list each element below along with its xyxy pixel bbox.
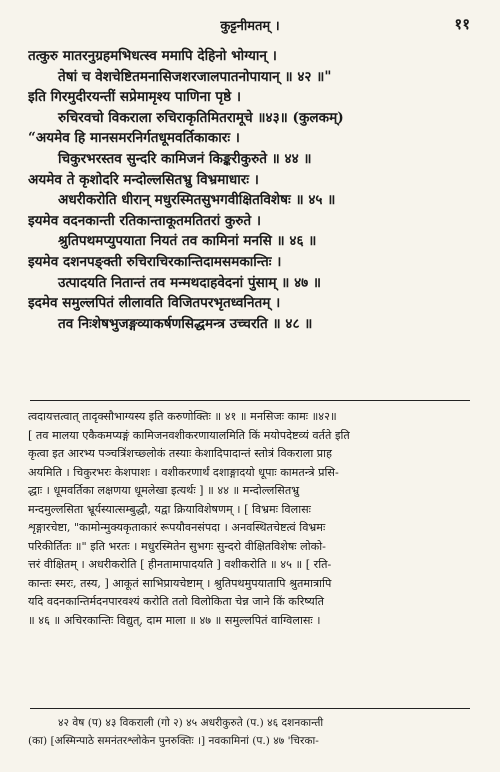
verse-line: इयमेव दशनपङ्क्ती रुचिराचिरकान्तिदामसमकान्तिः ।: [28, 253, 282, 270]
verse-line: इदमेव समुल्लपितं लीलावति विजितपरभृतध्वनितम् ।: [28, 295, 281, 312]
verse-line: उत्पादयति नितान्तं तव मन्मथदाहवेदनां पुंसाम् ॥ ४७ ॥: [58, 274, 322, 291]
notes-divider: [30, 708, 470, 709]
commentary-line: [ तव मालया एकैकमप्यङ्गं कामिजनवशीकरणायालमिति किं मयोपदेष्टव्यं वर्तते इति: [28, 428, 350, 442]
verse-line: तेषां च वेशचेष्टितमनासिजशरजालपातनोपायान् ॥ ४२ ॥": [58, 68, 332, 85]
commentary-line: त्तरं वीक्षितम् । अधरीकरोति [ हीनतामापादयति ] वशीकरोति ॥ ४५ ॥ [ रति-: [28, 558, 332, 571]
commentary-line: परिकीर्तितः ॥" इति भरतः । मधुरस्मितेन सुभगः सुन्दरो वीक्षितविशेषः लोको-: [28, 539, 326, 553]
variant-notes-block: [28, 714, 478, 750]
commentary-line: अयमिति । चिकुरभरः केशपाशः । वशीकरणार्थं दशाङ्गादयो धूपाः कामतन्त्रे प्रसि-: [28, 465, 339, 479]
variant-note-line: ४२ वेष (प) ४३ विकराली (गो २) ४५ अधरीकुरुते (प.) ४६ दशनकान्ती: [58, 717, 324, 729]
verse-line: इयमेव वदनकान्ती रतिकान्ताकूतमतितरां कुरुते ।: [28, 212, 262, 229]
verse-line: “अयमेव हि मानसमरनिर्गतधूमवर्तिकाकारः ।: [28, 130, 240, 147]
verse-line: तव निःशेषभुजङ्गव्याकर्षणसिद्धमन्त्र उच्चरति ॥ ४८ ॥: [58, 315, 313, 332]
page-number: ११: [454, 15, 470, 33]
commentary-line: यदि वदनकान्तिर्मदनपारवश्यं करोति ततो विलोकिता चेन्न जाने किं करिष्यति: [28, 595, 325, 608]
commentary-line: द्धाः । धूमवर्तिका लक्षणया धूमलेखा इत्यर्थः ] ॥ ४४ ॥ मन्दोल्लसितभ्रु: [28, 484, 300, 497]
verse-line: तत्कुरु मातरनुग्रहमभिधत्स्व ममापि देहिनो भोग्यान् ।: [28, 48, 277, 64]
verse-block: [28, 46, 478, 334]
commentary-divider: [30, 400, 470, 401]
verse-line: अधरीकरोति धीरान् मधुरस्मितसुभगवीक्षितविशेषः ॥ ४५ ॥: [58, 192, 336, 209]
commentary-line: शृङ्गारचेष्टा, "कामोन्मुक्यकृताकारं रूपयौवनसंपदा । अनवस्थितचेष्टत्वं विभ्रमः: [28, 521, 326, 534]
commentary-line: कृत्वा इत आरभ्य पञ्चत्रिंशच्छ्लोकं तस्याः केशादिपादान्तं स्तोत्रं विकराला प्राह: [28, 447, 332, 460]
variant-note-line: (का) [अस्मिन्पाठे समनंतरश्लोकेन पुनरुक्तिः ।] नवकामिनां (प.) ४७ 'चिरका-: [28, 735, 319, 747]
page-header: [30, 14, 470, 38]
commentary-line: ॥ ४६ ॥ अचिरकान्तिः विद्युत्, दाम माला ॥ ४७ ॥ समुल्लपितं वाग्विलासः ।: [28, 613, 321, 627]
commentary-line: मन्दमुल्लसिता भ्रूर्यस्यात्सम्बुद्धौ, यद्वा क्रियाविशेषणम् । [ विभ्रमः विलासः: [28, 502, 311, 516]
verse-line: अयमेव ते कृशोदरि मन्दोल्लसितभ्रु विभ्रमाधारः ।: [28, 171, 259, 188]
verse-line: चिकुरभरस्तव सुन्दरि कामिजनं किङ्करीकुरुते ॥ ४४ ॥: [58, 150, 312, 167]
commentary-line: त्वदायत्तत्वात् तादृक्सौभाग्यस्य इति करुणोक्तिः ॥ ४१ ॥ मनसिजः कामः ॥४२॥: [28, 410, 337, 423]
running-title: कुट्टनीमतम् ।: [220, 19, 280, 34]
commentary-line: कान्तः स्मरः, तस्य, ] आकूतं साभिप्रायचेष्टाम् । श्रुतिपथमुपयातापि श्रुतमात्रापि: [28, 576, 332, 590]
verse-line: इति गिरमुदीरयन्तीं सप्रेमामृश्य पाणिना पृष्ठे ।: [28, 89, 242, 106]
verse-line: रुचिरवचो विकराला रुचिराकृतिमितरामूचे ॥४३॥ (कुलकम्): [58, 109, 344, 126]
verse-line: श्रुतिपथमप्युपयाता नियतं तव कामिनां मनसि ॥ ४६ ॥: [58, 233, 317, 250]
commentary-block: [28, 408, 478, 630]
